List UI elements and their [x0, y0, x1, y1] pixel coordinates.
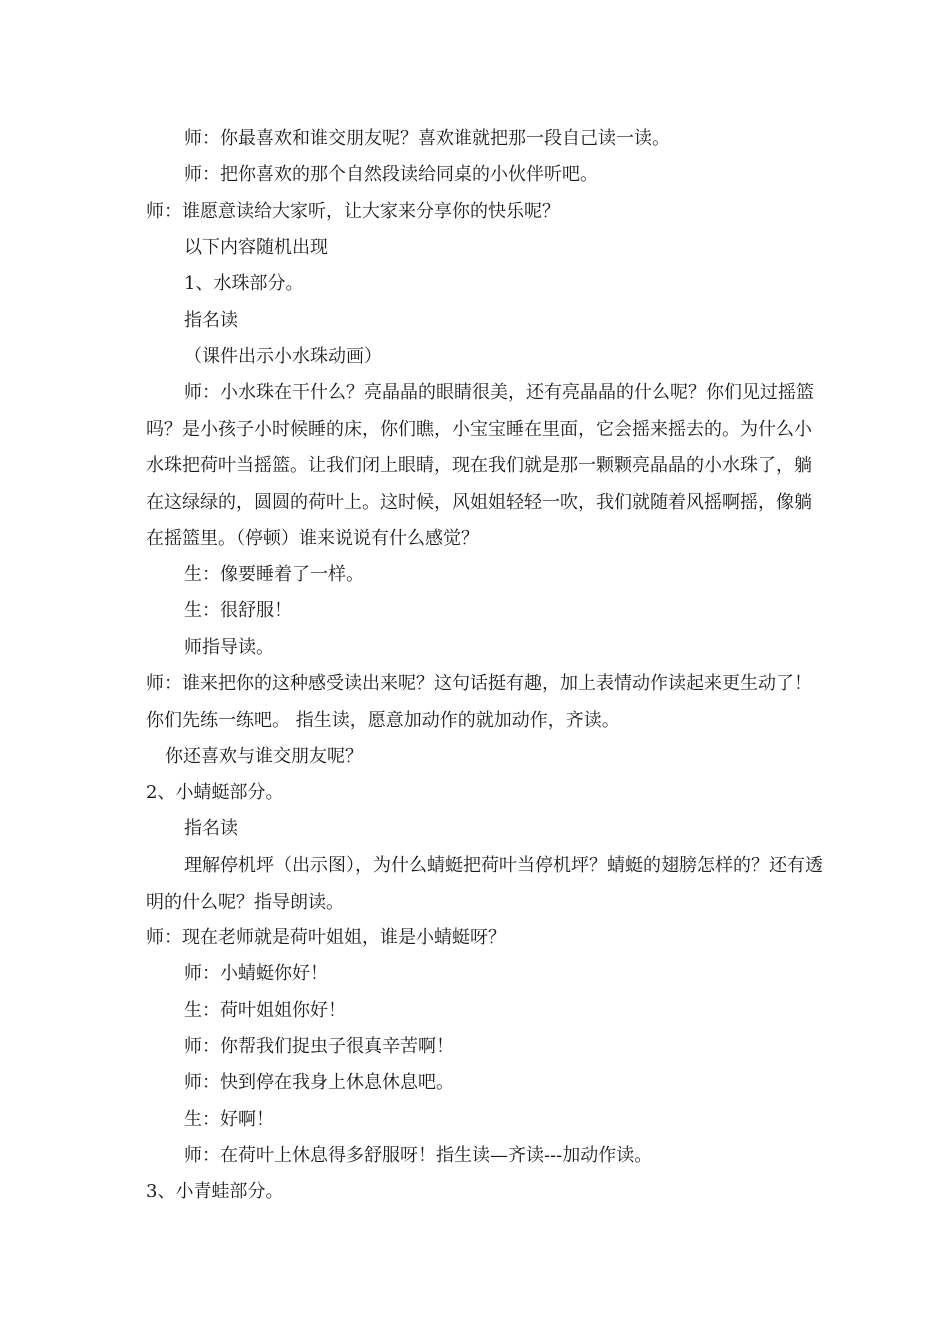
paragraph: 生：像要睡着了一样。: [184, 564, 364, 585]
section-heading: 2、小蜻蜓部分。: [146, 782, 284, 803]
section-heading: 1、水珠部分。: [184, 273, 304, 294]
paragraph: 师：小蜻蜓你好！: [184, 963, 328, 984]
paragraph: 生：荷叶姐姐你好！: [184, 1000, 346, 1021]
paragraph: 师：把你喜欢的那个自然段读给同桌的小伙伴听吧。: [184, 164, 598, 185]
paragraph: 师：谁来把你的这种感受读出来呢？这句话挺有趣，加上表情动作读起来更生动了！你们先练一练吧。 指生读，愿意加动作的就加动作，齐读。: [146, 673, 812, 731]
paragraph: 师：快到停在我身上休息休息吧。: [184, 1072, 454, 1093]
paragraph: 以下内容随机出现: [184, 237, 328, 258]
paragraph: 生：很舒服！: [184, 600, 292, 621]
paragraph: 师：谁愿意读给大家听，让大家来分享你的快乐呢？: [146, 201, 560, 222]
paragraph: 师：小水珠在干什么？亮晶晶的眼睛很美，还有亮晶晶的什么呢？你们见过摇篮吗？是小孩子小时候睡的床，你们瞧，小宝宝睡在里面，它会摇来摇去的。为什么小水珠把荷叶当摇篮。让我们闭上眼睛，现在我们就是那一颗颗亮晶晶的小水珠了，躺在这绿绿的，圆圆的荷叶上。这时候，风姐姐轻轻一吹，我们就随着风摇啊摇，像躺在摇篮里。（停顿）谁来说说有什么感觉？: [146, 382, 814, 549]
paragraph: 理解停机坪（出示图），为什么蜻蜓把荷叶当停机坪？蜻蜓的翅膀怎样的？还有透明的什么呢？指导朗读。: [146, 855, 823, 913]
paragraph: （课件出示小水珠动画）: [184, 346, 382, 367]
paragraph: 师：你最喜欢和谁交朋友呢？喜欢谁就把那一段自己读一读。: [184, 128, 670, 149]
paragraph: 师：现在老师就是荷叶姐姐，谁是小蜻蜓呀？: [146, 927, 506, 948]
paragraph: 你还喜欢与谁交朋友呢？: [165, 746, 363, 767]
paragraph: 生：好啊！: [184, 1109, 274, 1130]
paragraph: 指名读: [184, 310, 238, 331]
paragraph: 师：你帮我们捉虫子很真辛苦啊！: [184, 1036, 454, 1057]
section-heading: 3、小青蛙部分。: [146, 1181, 284, 1202]
paragraph: 师指导读。: [184, 637, 274, 658]
paragraph: 指名读: [184, 818, 238, 839]
paragraph: 师：在荷叶上休息得多舒服呀！指生读—齐读---加动作读。: [184, 1145, 653, 1166]
